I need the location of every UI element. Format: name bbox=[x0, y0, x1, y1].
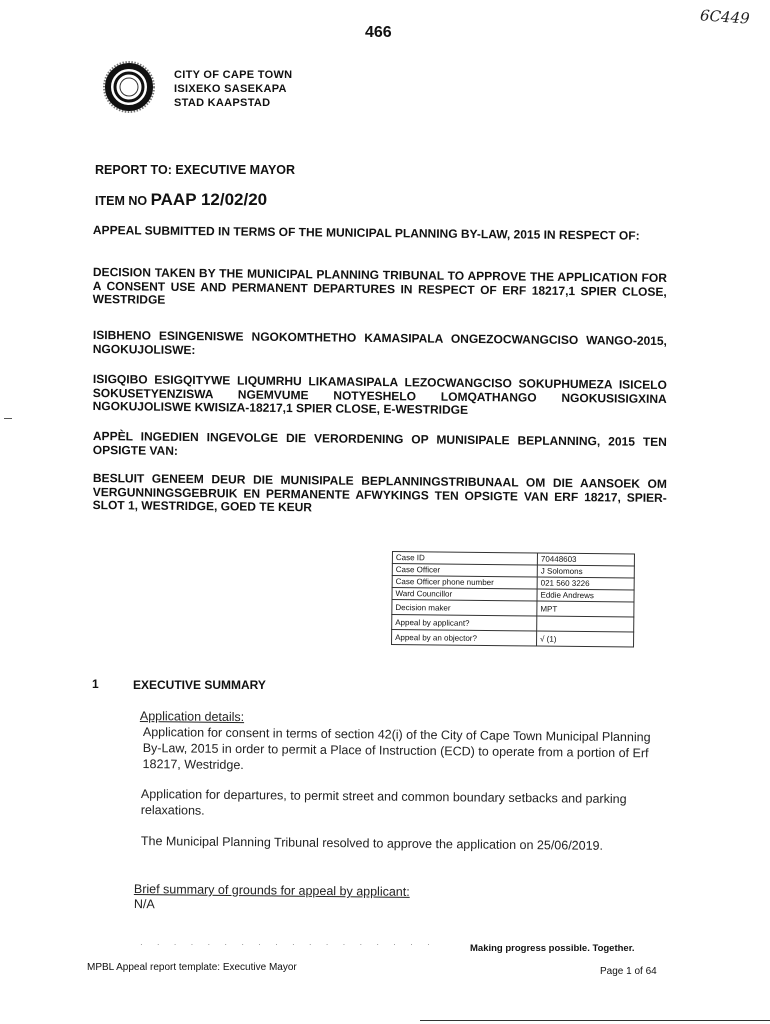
org-line-af: STAD KAAPSTAD bbox=[174, 97, 271, 109]
decision-heading-xh: ISIGQIBO ESIGQITYWE LIQUMRHU LIKAMASIPALA LEZOCWANGCISO SOKUPHUMEZA ISICELO SOKUSETYENZISWA NGEMVUME NOTYESHELO LOMQATHANGO NGOKUSISIGXINA NGOKUJOLISWE KWISIZA-18217,1 SPIER CLOSE, E-WESTRIDGE bbox=[92, 372, 667, 417]
table-label: Appeal by applicant? bbox=[392, 615, 537, 632]
organization-name bbox=[174, 68, 292, 110]
footer-tagline: Making progress possible. Together. bbox=[470, 943, 635, 954]
footer-page: Page 1 of 64 bbox=[600, 966, 657, 977]
table-label: Case Officer bbox=[392, 564, 537, 578]
grounds-value: N/A bbox=[133, 896, 155, 912]
org-line-en: CITY OF CAPE TOWN bbox=[174, 69, 293, 81]
section-title: EXECUTIVE SUMMARY bbox=[133, 678, 266, 692]
bottom-divider bbox=[420, 1020, 770, 1021]
table-label: Ward Councillor bbox=[392, 588, 537, 602]
item-no-code: PAAP 12/02/20 bbox=[150, 190, 268, 209]
table-value: 021 560 3226 bbox=[537, 577, 634, 590]
appeal-heading-af: APPÈL INGEDIEN INGEVOLGE DIE VERORDENING OP MUNISIPALE BEPLANNING, 2015 TEN OPSIGTE VAN: bbox=[92, 429, 667, 458]
application-paragraph-1: Application for consent in terms of section 42(i) of the City of Cape Town Municipal Planning By-Law, 2015 in order to permit a Place of Instruction (ECD) to operate from a portion of Erf 18217, Westridge. bbox=[142, 724, 651, 773]
item-no-label: ITEM NO bbox=[95, 194, 151, 208]
application-paragraph-3: The Municipal Planning Tribunal resolved to approve the application on 25/06/2019. bbox=[140, 833, 604, 853]
item-number bbox=[95, 190, 267, 210]
case-details-table bbox=[391, 551, 635, 648]
grounds-heading: Brief summary of grounds for appeal by applicant: bbox=[133, 881, 410, 899]
application-details-heading: Application details: bbox=[139, 708, 245, 725]
city-logo-icon bbox=[102, 60, 156, 114]
margin-mark bbox=[4, 418, 12, 419]
appeal-heading-en: APPEAL SUBMITTED IN TERMS OF THE MUNICIPAL PLANNING BY-LAW, 2015 IN RESPECT OF: bbox=[92, 223, 640, 243]
table-label: Case ID bbox=[392, 552, 537, 566]
table-label: Case Officer phone number bbox=[392, 576, 537, 590]
section-number: 1 bbox=[92, 677, 99, 691]
decision-heading-en: DECISION TAKEN BY THE MUNICIPAL PLANNING TRIBUNAL TO APPROVE THE APPLICATION FOR A CONSENT USE AND PERMANENT DEPARTURES IN RESPECT OF ERF 18217,1 SPIER CLOSE, WESTRIDGE bbox=[92, 265, 667, 307]
table-value: MPT bbox=[537, 601, 634, 617]
table-label: Decision maker bbox=[392, 600, 537, 617]
page-number: 466 bbox=[365, 24, 392, 41]
table-value: Eddie Andrews bbox=[537, 589, 634, 602]
footer-template: MPBL Appeal report template: Executive Mayor bbox=[87, 962, 297, 973]
decision-heading-af: BESLUIT GENEEM DEUR DIE MUNISIPALE BEPLANNINGSTRIBUNAAL OM DIE AANSOEK OM VERGUNNINGSGEBRUIK EN PERMANENTE AFWYKINGS TEN OPSIGTE VAN ERF 18217, SPIER-SLOT 1, WESTRIDGE, GOED TE KEUR bbox=[92, 471, 667, 515]
table-value: √ (1) bbox=[537, 631, 634, 647]
footer-dots: · · · · · · · · · · · · · · · · · · bbox=[140, 940, 436, 949]
application-paragraph-2: Application for departures, to permit street and common boundary setbacks and parking relaxations. bbox=[140, 786, 627, 818]
table-label: Appeal by an objector? bbox=[392, 630, 537, 647]
report-to: REPORT TO: EXECUTIVE MAYOR bbox=[95, 163, 296, 177]
handwritten-reference: 6C449 bbox=[699, 6, 751, 28]
table-value: 70448603 bbox=[537, 553, 634, 566]
org-line-xh: ISIXEKO SASEKAPA bbox=[174, 83, 287, 95]
table-row bbox=[392, 630, 634, 648]
appeal-heading-xh: ISIBHENO ESINGENISWE NGOKOMTHETHO KAMASIPALA ONGEZOCWANGCISO WANGO-2015, NGOKUJOLISWE: bbox=[92, 328, 667, 357]
table-value: J Solomons bbox=[537, 565, 634, 578]
table-value bbox=[537, 616, 634, 632]
